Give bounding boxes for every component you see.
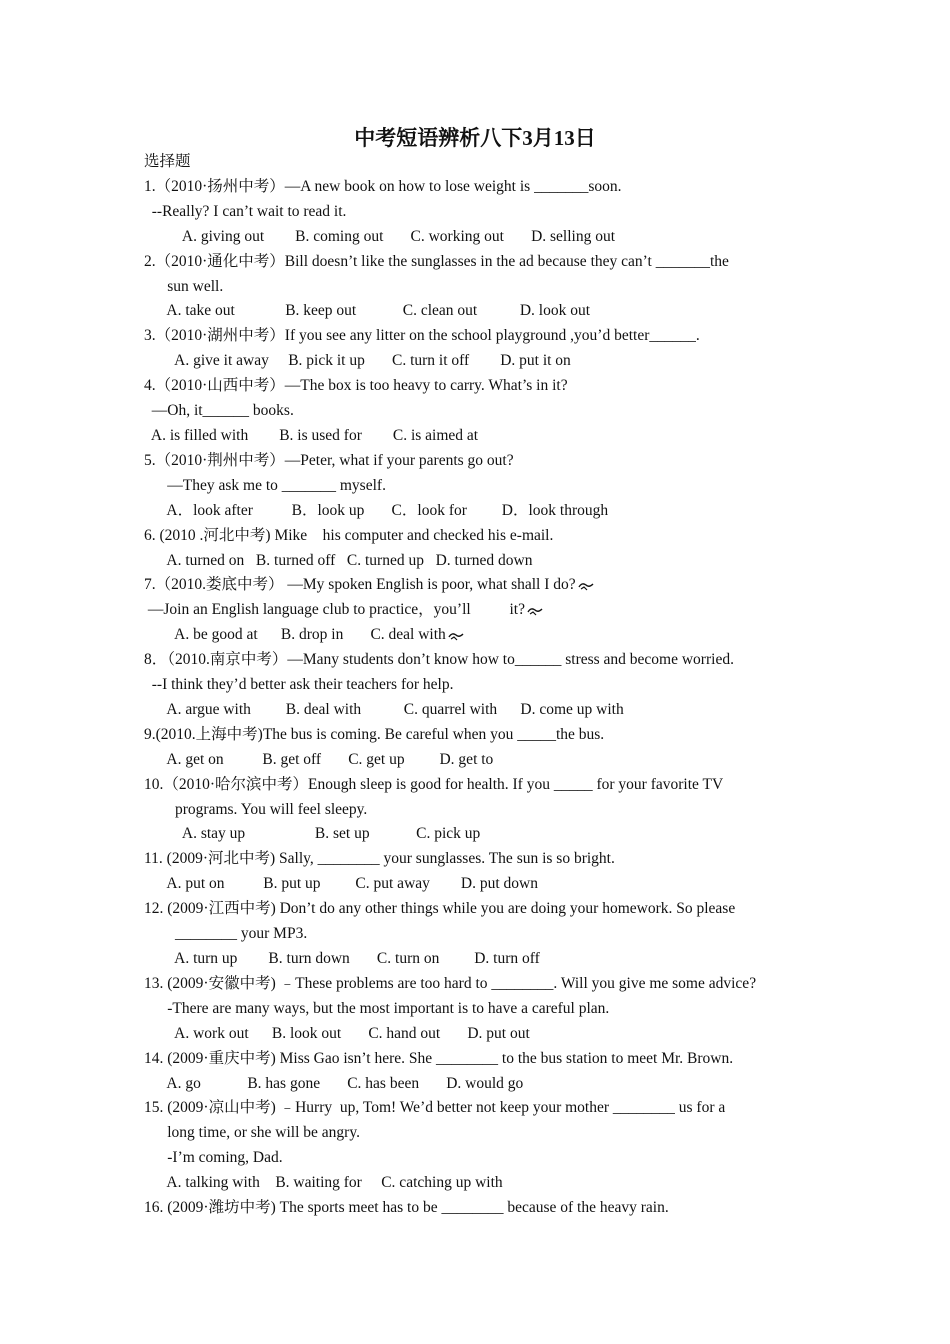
question-line [144, 822, 808, 847]
question-line-text: A. talking with B. waiting for C. catching up with [144, 1174, 503, 1192]
question-line-text: 10.（2010·哈尔滨中考）Enough sleep is good for health. If you _____ for your favorite TV [144, 775, 724, 793]
question-line-text: —They ask me to _______ myself. [144, 476, 386, 494]
question-line-text: A．look after B．look up C．look for D．look through [144, 501, 609, 519]
edit-mark-icon [448, 631, 464, 641]
question-line-text: 8．（2010.南京中考）—Many students don’t know how to______ stress and become worried. [144, 651, 734, 669]
question-line [144, 922, 808, 947]
question-line [144, 1047, 808, 1072]
question-line [144, 798, 808, 823]
edit-mark-icon [527, 606, 543, 616]
question-line-text: —Oh, it______ books. [144, 402, 294, 420]
question-line-text: A. turn up B. turn down C. turn on D. turn off [144, 950, 540, 967]
question-line [144, 748, 808, 773]
question-line-text: A. give it away B. pick it up C. turn it off D. put it on [144, 352, 571, 370]
question-line [144, 723, 808, 748]
question-line [144, 324, 808, 349]
question-line [144, 1121, 808, 1146]
question-line [144, 424, 808, 449]
question-line [144, 200, 808, 225]
question-line-text: -There are many ways, but the most important is to have a careful plan. [144, 999, 610, 1017]
question-line-text: 2.（2010·通化中考）Bill doesn’t like the sunglasses in the ad because they can’t _______the [144, 252, 729, 270]
question-line-text: 14. (2009·重庆中考) Miss Gao isn’t here. She ________ to the bus station to meet Mr. Brown. [144, 1049, 734, 1067]
question-line-text: A. put on B. put up C. put away D. put down [144, 875, 538, 893]
question-line [144, 673, 808, 698]
question-line-text: A. giving out B. coming out C. working out D. selling out [144, 227, 616, 245]
question-line-text: A. is filled with B. is used for C. is aimed at [144, 426, 479, 444]
question-line-text: --I think they’d better ask their teachers for help. [144, 676, 454, 694]
question-line [144, 299, 808, 324]
question-line [144, 997, 808, 1022]
question-line [144, 623, 808, 648]
question-line [144, 250, 808, 275]
edit-mark-icon [578, 581, 594, 591]
question-line [144, 1096, 808, 1121]
question-line-text: A. work out B. look out C. hand out D. put out [144, 1024, 530, 1042]
question-line [144, 897, 808, 922]
question-line-text: 7.（2010.娄底中考） —My spoken English is poor, what shall I do? [144, 576, 576, 594]
question-line-text: 11. (2009·河北中考) Sally, ________ your sunglasses. The sun is so bright. [144, 850, 615, 868]
question-line [144, 872, 808, 897]
question-line-text: A. turned on B. turned off C. turned up D. turned down [144, 551, 533, 569]
question-line-text: 5.（2010·荆州中考）—Peter, what if your parents go out? [144, 451, 514, 469]
question-line-text: 3.（2010·湖州中考）If you see any litter on the school playground ,you’d better______. [144, 327, 700, 345]
question-line-text: A. get on B. get off C. get up D. get to [144, 750, 494, 768]
question-line-text: A. stay up B. set up C. pick up [144, 825, 481, 843]
question-line-text: 12. (2009·江西中考) Don’t do any other things while you are doing your homework. So please [144, 900, 736, 918]
question-line-text: 1.（2010·扬州中考）—A new book on how to lose weight is _______soon. [144, 177, 622, 195]
question-line-text: 9.(2010.上海中考)The bus is coming. Be careful when you _____the bus. [144, 725, 605, 743]
question-line [144, 573, 808, 598]
question-line-text: 4.（2010·山西中考）—The box is too heavy to carry. What’s in it? [144, 377, 568, 395]
question-line [144, 524, 808, 549]
question-line [144, 549, 808, 574]
question-line-text: ________ your MP3. [144, 925, 308, 943]
question-line-text: 6. (2010 .河北中考) Mike his computer and checked his e-mail. [144, 526, 554, 544]
question-line [144, 1072, 808, 1097]
question-line-text: A. take out B. keep out C. clean out D. look out [144, 302, 591, 320]
question-line [144, 499, 808, 524]
question-line [144, 275, 808, 300]
question-line-text: 13. (2009·安徽中考) ﹣These problems are too hard to ________. Will you give me some advice? [144, 974, 757, 992]
question-line [144, 399, 808, 424]
question-line [144, 474, 808, 499]
question-line [144, 947, 808, 972]
question-line-text: long time, or she will be angry. [144, 1124, 360, 1142]
question-line-text: --Really? I can’t wait to read it. [144, 202, 347, 220]
question-line [144, 175, 808, 200]
question-line [144, 847, 808, 872]
question-line-text: —Join an English language club to practice，you’ll it? [144, 601, 525, 619]
question-line-text: A. argue with B. deal with C. quarrel with D. come up with [144, 700, 624, 718]
question-line [144, 1196, 808, 1221]
question-line [144, 648, 808, 673]
question-line [144, 598, 808, 623]
question-list [144, 150, 808, 1221]
question-line [144, 374, 808, 399]
question-line-text: A. go B. has gone C. has been D. would go [144, 1074, 524, 1092]
question-line [144, 1146, 808, 1171]
section-heading: 选择题 [144, 153, 191, 170]
question-line-text: A. be good at B. drop in C. deal with [144, 626, 446, 644]
question-line [144, 449, 808, 474]
question-line [144, 1022, 808, 1047]
question-line [144, 349, 808, 374]
question-line [144, 773, 808, 798]
page-title: 中考短语辨析八下3月13日 [354, 126, 596, 150]
question-line [144, 1171, 808, 1196]
question-line [144, 972, 808, 997]
question-line-text: 16. (2009·潍坊中考) The sports meet has to be ________ because of the heavy rain. [144, 1199, 669, 1217]
question-line-text: sun well. [144, 277, 224, 295]
question-line [144, 698, 808, 723]
question-line-text: programs. You will feel sleepy. [144, 800, 368, 818]
question-line-text: 15. (2009·凉山中考) ﹣Hurry up, Tom! We’d better not keep your mother ________ us for a [144, 1099, 726, 1117]
question-line-text: -I’m coming, Dad. [144, 1149, 283, 1167]
question-line [144, 225, 808, 250]
